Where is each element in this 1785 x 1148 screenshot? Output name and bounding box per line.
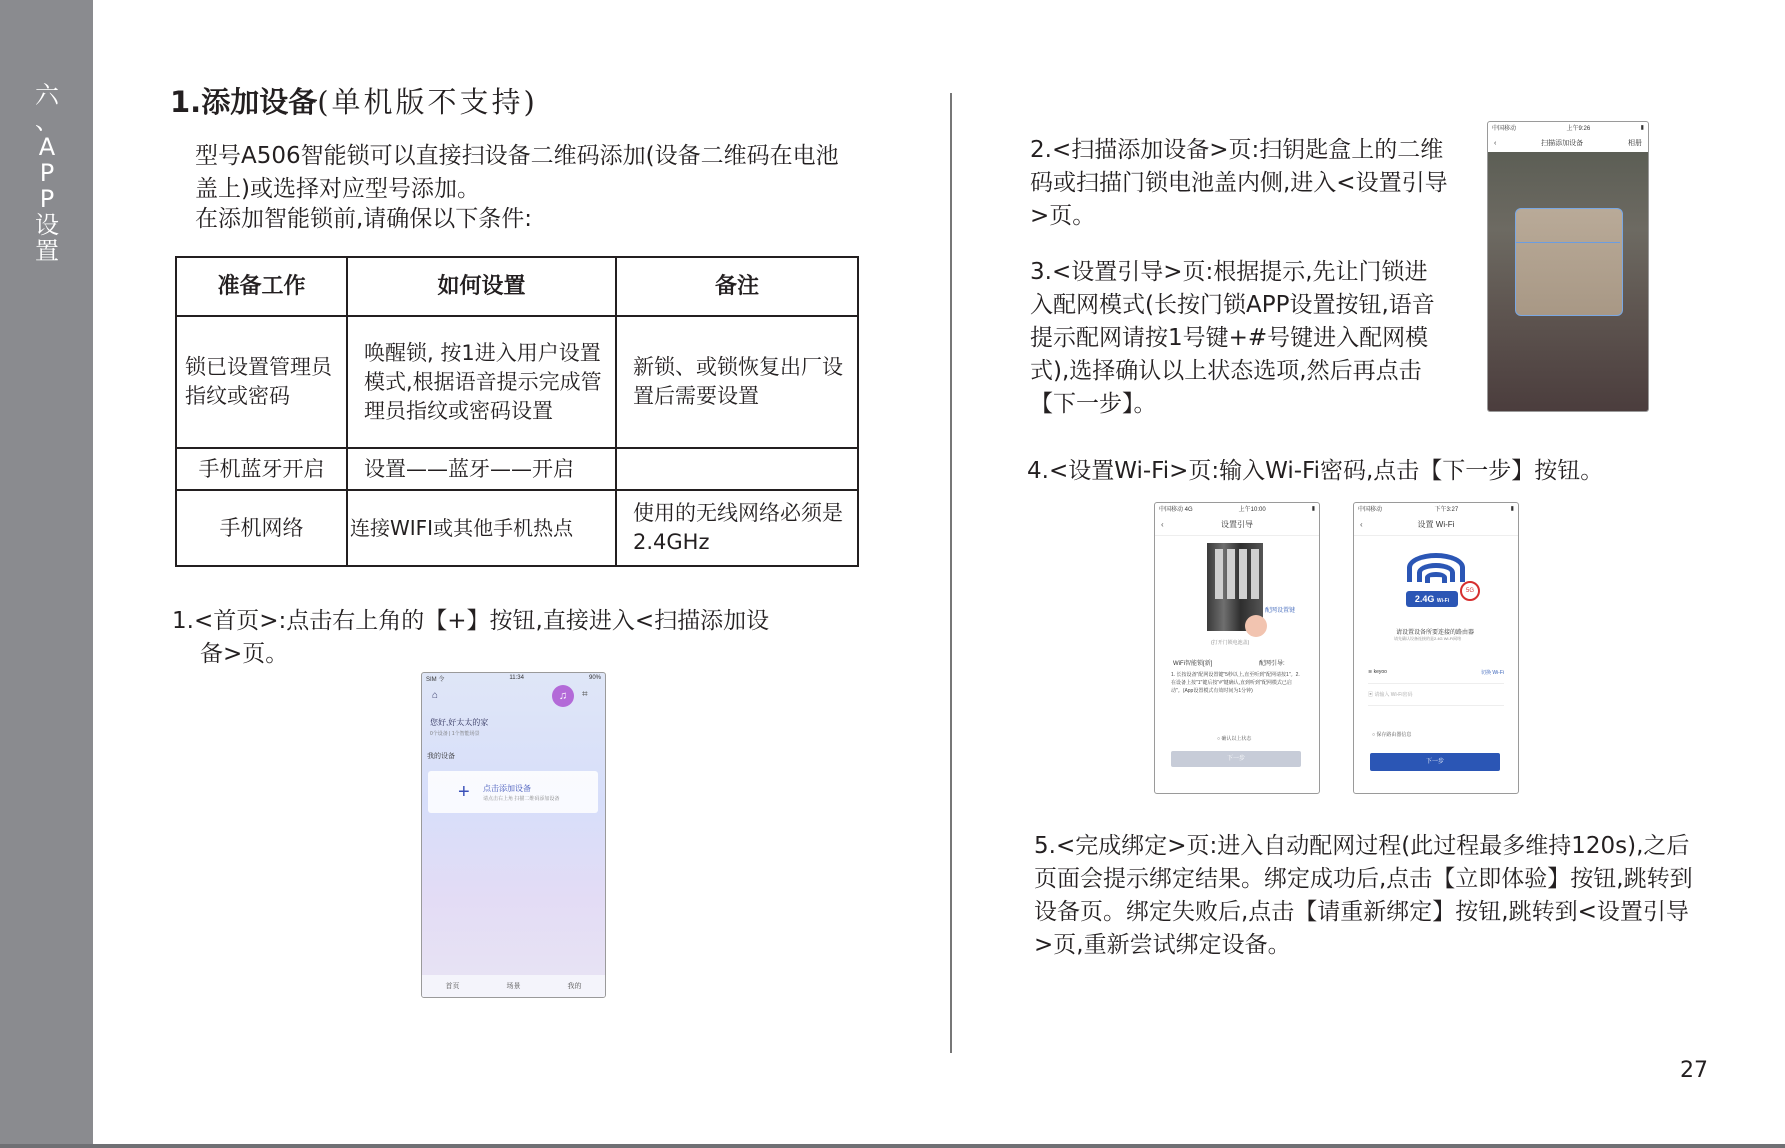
password-row	[1368, 691, 1504, 706]
remember-router-check: ○ 保存路由器信息	[1372, 732, 1412, 738]
bottom-rule	[0, 1144, 1785, 1148]
battery-bar	[1239, 549, 1247, 599]
finger-press-image	[1245, 615, 1267, 637]
table-cell	[616, 448, 858, 490]
table-cell: 新锁、或锁恢复出厂设置后需要设置	[616, 316, 858, 448]
remember-router-label: 保存路由器信息	[1376, 732, 1412, 738]
chapter-char: 置	[35, 237, 59, 265]
status-bar	[1354, 503, 1518, 513]
album-link: 相册	[1628, 140, 1642, 147]
next-button: 下一步	[1370, 753, 1500, 771]
intro-paragraph: 型号A506智能锁可以直接扫设备二维码添加(设备二维码在电池盖上)或选择对应型号添加。	[195, 143, 839, 202]
table-cell: 锁已设置管理员指纹或密码	[176, 316, 347, 448]
chapter-char: P	[39, 185, 55, 213]
set-wifi-screenshot	[1353, 502, 1519, 794]
page-number: 27	[1680, 1058, 1708, 1083]
step-1-line: 1.<首页>:点击右上角的【+】按钮,直接进入<扫描添加设	[172, 608, 770, 634]
password-placeholder: 请输入 Wi-Fi密码	[1374, 692, 1413, 698]
table-row	[176, 316, 858, 448]
bell-icon: ♫	[552, 685, 574, 707]
back-icon: ‹	[1360, 519, 1363, 529]
status-carrier: 中国移动	[1492, 125, 1517, 132]
preparation-table	[175, 256, 859, 567]
battery-icon: ▮	[1311, 505, 1315, 512]
wifi-icon	[1407, 553, 1465, 593]
home-greeting: 您好,好太太的家	[430, 718, 489, 727]
status-time: 下午3:27	[1434, 506, 1459, 513]
table-cell: 手机蓝牙开启	[176, 448, 347, 490]
table-header-row	[176, 257, 858, 316]
chapter-char: A	[38, 133, 56, 161]
wifi-arc	[1425, 572, 1447, 583]
home-summary: 0个设备 | 1个智能场景	[430, 731, 480, 737]
status-battery: 90%	[588, 675, 601, 681]
image-caption: (打开门锁电池盖)	[1211, 640, 1250, 646]
battery-bar	[1227, 549, 1235, 599]
section-title-text: 1.添加设备	[170, 85, 318, 119]
step-1-line: 备>页。	[200, 641, 289, 667]
intro-conditions: 在添加智能锁前,请确保以下条件:	[195, 206, 533, 232]
scan-screen-screenshot	[1487, 121, 1649, 412]
column-divider	[950, 93, 952, 1053]
chapter-side-tab	[0, 0, 93, 1148]
scan-frame	[1515, 208, 1623, 316]
home-tab-bar	[422, 975, 605, 997]
wifi-24g-badge	[1406, 591, 1458, 607]
battery-bar	[1251, 549, 1259, 599]
no-5g-icon: 5G	[1460, 581, 1480, 601]
wifi-24g-badge-text: 2.4G	[1414, 594, 1435, 604]
table-cell: 手机网络	[176, 490, 347, 566]
wifi-hint-sub: 请先确认设备连接的是2.4G Wi-Fi网络	[1394, 636, 1462, 641]
wifi-24g-badge-suffix: Wi-Fi	[1436, 598, 1450, 604]
camera-viewfinder	[1488, 152, 1648, 411]
step-1	[172, 605, 852, 671]
status-carrier: 中国移动 4G	[1159, 506, 1193, 513]
status-bar	[422, 673, 605, 683]
battery-bar	[1215, 549, 1223, 599]
battery-icon: ▮	[1510, 505, 1514, 512]
scan-nav-title: 扫描添加设备	[1541, 140, 1584, 147]
back-icon: ‹	[1494, 139, 1497, 147]
chapter-title	[30, 82, 64, 264]
table-header: 准备工作	[176, 257, 347, 316]
ssid-value: keyoo	[1373, 669, 1387, 675]
scan-line	[1516, 242, 1620, 243]
wifi-small-icon: ≋	[1368, 669, 1373, 675]
step-3: 3.<设置引导>页:根据提示,先让门锁进入配网模式(长按门锁APP设置按钮,语音提示配网请按1号键+#号键进入配网模式),选择确认以上状态选项,然后再点击【下一步】。	[1030, 259, 1435, 417]
setup-guide-screenshot	[1154, 502, 1320, 794]
table-header: 如何设置	[347, 257, 616, 316]
plus-icon: +	[458, 781, 470, 803]
status-time: 11:34	[509, 675, 524, 681]
step-4: 4.<设置Wi-Fi>页:输入Wi-Fi密码,点击【下一步】按钮。	[1027, 458, 1604, 484]
step-2: 2.<扫描添加设备>页:扫钥匙盒上的二维码或扫描门锁电池盖内侧,进入<设置引导>页。	[1030, 137, 1448, 229]
table-row	[176, 490, 858, 566]
chapter-char: 设	[35, 211, 59, 239]
device-model-label: WiFi智能锁[新]	[1173, 661, 1213, 667]
guide-instructions: 1. 长按设备"配网设置键"5秒以上,直至听到"配网请按1"。2. 在设备上按"1"键后按"#"键确认,直到听到"配网模式已启动"。(App设置模式有效时间为1分钟)	[1171, 672, 1300, 694]
next-button-disabled: 下一步	[1171, 751, 1301, 767]
wifi-header	[1354, 513, 1518, 536]
switch-wifi-link: 切换 Wi-Fi	[1480, 670, 1504, 676]
chapter-char: 六	[35, 81, 59, 109]
confirm-status-label: 确认以上状态	[1221, 736, 1252, 742]
ssid-row	[1368, 669, 1504, 684]
guide-label: 配网引导:	[1259, 661, 1285, 667]
battery-icon: ▮	[1640, 124, 1644, 131]
chapter-char: P	[39, 159, 55, 187]
lock-icon: ▣	[1368, 692, 1374, 698]
tab-mine: 我的	[567, 983, 582, 990]
table-cell: 使用的无线网络必须是2.4GHz	[616, 490, 858, 566]
guide-title: 设置引导	[1221, 519, 1253, 529]
scan-nav-bar	[1488, 132, 1648, 154]
wifi-title: 设置 Wi-Fi	[1417, 519, 1455, 529]
table-row	[176, 448, 858, 490]
add-device-title: 点击添加设备	[483, 784, 531, 793]
status-bar	[1155, 503, 1319, 513]
status-carrier: SIM 令	[426, 676, 445, 683]
tab-home: 首页	[445, 983, 460, 990]
status-time: 上午9:26	[1566, 125, 1591, 132]
section-title	[170, 80, 538, 121]
wifi-hint: 请设置设备所要连接的路由器	[1396, 630, 1475, 636]
step-5: 5.<完成绑定>页:进入自动配网过程(此过程最多维持120s),之后页面会提示绑定结果。绑定成功后,点击【立即体验】按钮,跳转到设备页。绑定失败后,点击【请重新绑定】按钮,跳转到<设置引导>页,重新尝试绑定设备。	[1034, 833, 1693, 958]
chapter-char: 、	[35, 107, 59, 135]
table-cell: 连接WIFI或其他手机热点	[347, 490, 616, 566]
tab-scene: 场景	[506, 983, 521, 990]
table-header: 备注	[616, 257, 858, 316]
status-carrier: 中国移动	[1358, 506, 1383, 513]
back-icon: ‹	[1161, 519, 1164, 529]
home-icon: ⌂	[432, 690, 439, 701]
table-cell: 设置——蓝牙——开启	[347, 448, 616, 490]
network-key-label: 配网设置键	[1265, 608, 1296, 614]
confirm-status-check: ○ 确认以上状态	[1217, 736, 1252, 742]
status-bar	[1488, 122, 1648, 132]
table-cell: 唤醒锁, 按1进入用户设置模式,根据语音提示完成管理员指纹或密码设置	[347, 316, 616, 448]
my-devices-label: 我的设备	[427, 753, 455, 760]
scan-icon: ⌗	[582, 689, 588, 700]
section-title-note: (单机版不支持)	[317, 85, 538, 119]
add-device-card	[428, 771, 598, 813]
add-device-hint: 请点击右上角 扫描二维码添加设备	[483, 796, 560, 802]
home-screen-screenshot	[421, 672, 606, 998]
status-time: 上午10:00	[1238, 506, 1266, 513]
guide-header	[1155, 513, 1319, 536]
